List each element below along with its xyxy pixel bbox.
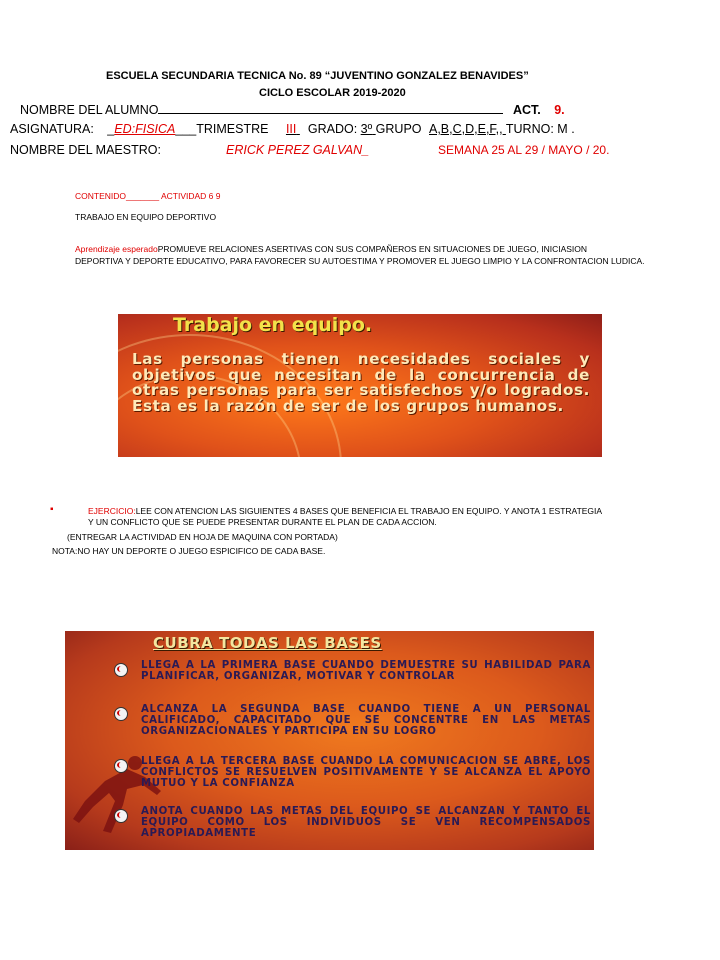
- exercise-line-2: Y UN CONFLICTO QUE SE PUEDE PRESENTAR DURANTE EL PLAN DE CADA ACCION.: [88, 517, 437, 527]
- base-item-4: [141, 807, 591, 839]
- exercise-label: EJERCICIO:: [88, 506, 136, 516]
- group-label: GRUPO: [375, 122, 422, 136]
- week-label: SEMANA 25 AL 29 / MAYO / 20.: [438, 143, 610, 157]
- grade-label: GRADO:: [307, 122, 358, 136]
- baseball-icon: [114, 809, 128, 823]
- banner1-body: Las personas tienen necesidades sociales y objetivos que necesitan de la concurrencia de otras personas para ser satisfechos y/o logrados. Esta es la razón de ser de los grupos humanos.: [132, 350, 590, 415]
- grade-value: 3º: [360, 122, 373, 136]
- student-label: NOMBRE DEL ALUMNO: [20, 103, 159, 117]
- base-item-2: [141, 705, 591, 737]
- banner2-title: CUBRA TODAS LAS BASES: [153, 634, 382, 652]
- base-item-text: ANOTA CUANDO LAS METAS DEL EQUIPO SE ALCANZAN Y TANTO EL EQUIPO COMO LOS INDIVIDUOS SE VEN RECOMPENSADOS APROPIADAMENTE: [141, 806, 591, 839]
- subject-label: ASIGNATURA:: [10, 122, 94, 136]
- aprendizaje-line-1: [75, 244, 587, 254]
- shift-value: M: [557, 122, 568, 136]
- subject-line: ASIGNATURA: _ED:FISICA___TRIMESTRE III GRADO: 3º GRUPO A,B,C,D,E,F,, TURNO: M .: [10, 122, 575, 136]
- group-value: A,B,C,D,E,F,,: [429, 122, 503, 136]
- baseball-icon: [114, 707, 128, 721]
- base-item-text: LLEGA A LA PRIMERA BASE CUANDO DEMUESTRE SU HABILIDAD PARA PLANIFICAR, ORGANIZAR, MOTIVAR Y CONTROLAR: [141, 660, 591, 682]
- aprendizaje-text-1: PROMUEVE RELACIONES ASERTIVAS CON SUS COMPAÑEROS EN SITUACIONES DE JUEGO, INICIASION: [157, 244, 588, 254]
- student-name-line: [20, 103, 565, 117]
- bullet-icon: ▪: [50, 504, 54, 515]
- student-name-blank: [158, 103, 503, 114]
- baseball-icon: [114, 759, 128, 773]
- banner-cubra-todas-las-bases: [65, 631, 594, 850]
- base-item-text: ALCANZA LA SEGUNDA BASE CUANDO TIENE A UN PERSONAL CALIFICADO, CAPACITADO QUE SE CONCENTRE EN LAS METAS ORGANIZACIONALES Y PARTICIPA EN SU LOGRO: [141, 704, 591, 737]
- act-label: ACT.: [512, 103, 541, 117]
- base-item-1: [141, 661, 591, 683]
- teacher-label: NOMBRE DEL MAESTRO:: [10, 143, 161, 157]
- topic-label: TRABAJO EN EQUIPO DEPORTIVO: [75, 212, 217, 222]
- exercise-note-1: (ENTREGAR LA ACTIVIDAD EN HOJA DE MAQUINA CON PORTADA): [67, 532, 338, 542]
- base-item-text: LLEGA A LA TERCERA BASE CUANDO LA COMUNICACION SE ABRE, LOS CONFLICTOS SE RESUELVEN POSITIVAMENTE Y SE ALCANZA EL APOYO MUTUO Y LA CONFIANZA: [141, 756, 591, 789]
- school-cycle: CICLO ESCOLAR 2019-2020: [259, 87, 406, 99]
- subject-value: ED:FISICA: [114, 122, 176, 136]
- shift-label: TURNO:: [505, 122, 554, 136]
- baseball-icon: [114, 663, 128, 677]
- aprendizaje-line-2: DEPORTIVA Y DEPORTE EDUCATIVO, PARA FAVORECER SU AUTOESTIMA Y PROMOVER EL JUEGO LIMPIO Y LA CONFRONTACION LUDICA.: [75, 256, 645, 266]
- banner-trabajo-en-equipo: [118, 314, 602, 457]
- exercise-text-1: LEE CON ATENCION LAS SIGUIENTES 4 BASES QUE BENEFICIA EL TRABAJO EN EQUIPO. Y ANOTA 1 ESTRATEGIA: [135, 506, 603, 516]
- trimester-value: III: [285, 122, 297, 136]
- exercise-note-2: NOTA:NO HAY UN DEPORTE O JUEGO ESPICIFICO DE CADA BASE.: [52, 546, 326, 556]
- base-item-3: [141, 757, 591, 789]
- trimester-label: TRIMESTRE: [196, 122, 269, 136]
- aprendizaje-label: Aprendizaje esperado: [75, 244, 158, 254]
- contenido-label: CONTENIDO_______ ACTIVIDAD 6 9: [75, 191, 221, 201]
- exercise-line-1: [88, 506, 602, 516]
- act-value: 9.: [554, 103, 565, 117]
- school-title: ESCUELA SECUNDARIA TECNICA No. 89 “JUVENTINO GONZALEZ BENAVIDES”: [106, 70, 529, 82]
- banner1-title: Trabajo en equipo.: [173, 314, 373, 336]
- teacher-line: [10, 143, 161, 157]
- teacher-value: ERICK PEREZ GALVAN_: [226, 143, 370, 157]
